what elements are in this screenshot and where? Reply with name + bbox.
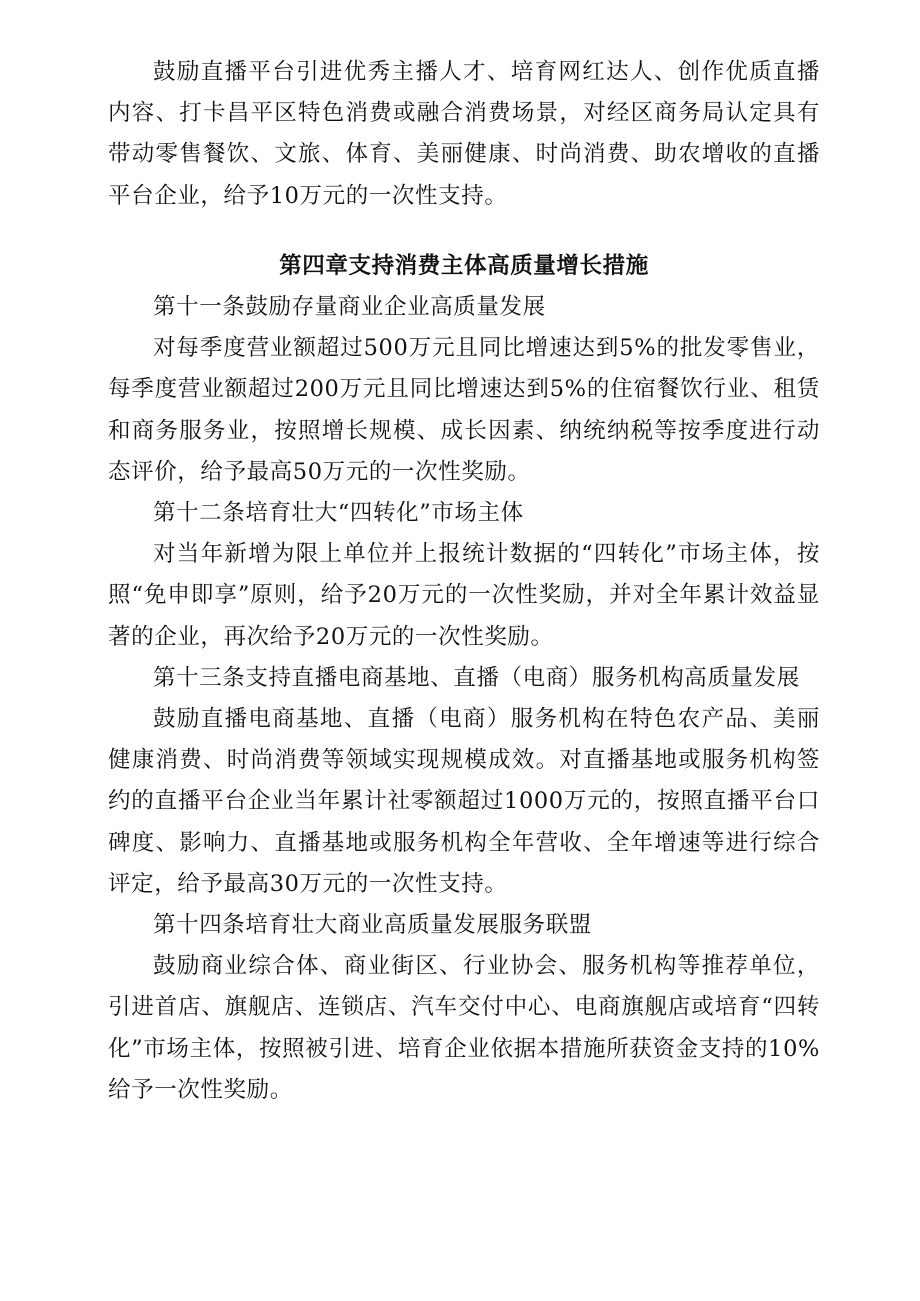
article-13-title: 第十三条支持直播电商基地、直播（电商）服务机构高质量发展: [153, 664, 800, 691]
article-14-title: 第十四条培育壮大商业高质量发展服务联盟: [153, 912, 592, 939]
article-11-title: 第十一条鼓励存量商业企业高质量发展: [153, 294, 546, 321]
article-12-title: 第十二条培育壮大“四转化”市场主体: [153, 500, 524, 527]
intro-paragraph: 鼓励直播平台引进优秀主播人才、培育网红达人、创作优质直播内容、打卡昌平区特色消费或融合消费场景，对经区商务局认定具有带动零售餐饮、文旅、体育、美丽健康、时尚消费、助农增收的直播平台企业，给予10万元的一次性支持。: [108, 59, 820, 209]
chapter-title: 第四章支持消费主体高质量增长措施: [279, 252, 649, 279]
article-11-body: 对每季度营业额超过500万元且同比增速达到5%的批发零售业，每季度营业额超过200万元且同比增速达到5%的住宿餐饮行业、租赁和商务服务业，按照增长规模、成长因素、纳统纳税等按季度进行动态评价，给予最高50万元的一次性奖励。: [108, 335, 820, 485]
article-14-body: 鼓励商业综合体、商业街区、行业协会、服务机构等推荐单位，引进首店、旗舰店、连锁店、汽车交付中心、电商旗舰店或培育“四转化”市场主体，按照被引进、培育企业依据本措施所获资金支持的10%给予一次性奖励。: [108, 953, 820, 1103]
article-13-body: 鼓励直播电商基地、直播（电商）服务机构在特色农产品、美丽健康消费、时尚消费等领域实现规模成效。对直播基地或服务机构签约的直播平台企业当年累计社零额超过1000万元的，按照直播平台口碑度、影响力、直播基地或服务机构全年营收、全年增速等进行综合评定，给予最高30万元的一次性支持。: [108, 706, 820, 897]
section-spacer: [108, 217, 820, 246]
document-page: [108, 52, 820, 1111]
article-12-body: 对当年新增为限上单位并上报统计数据的“四转化”市场主体，按照“免申即享”原则，给予20万元的一次性奖励，并对全年累计效益显著的企业，再次给予20万元的一次性奖励。: [108, 541, 820, 650]
